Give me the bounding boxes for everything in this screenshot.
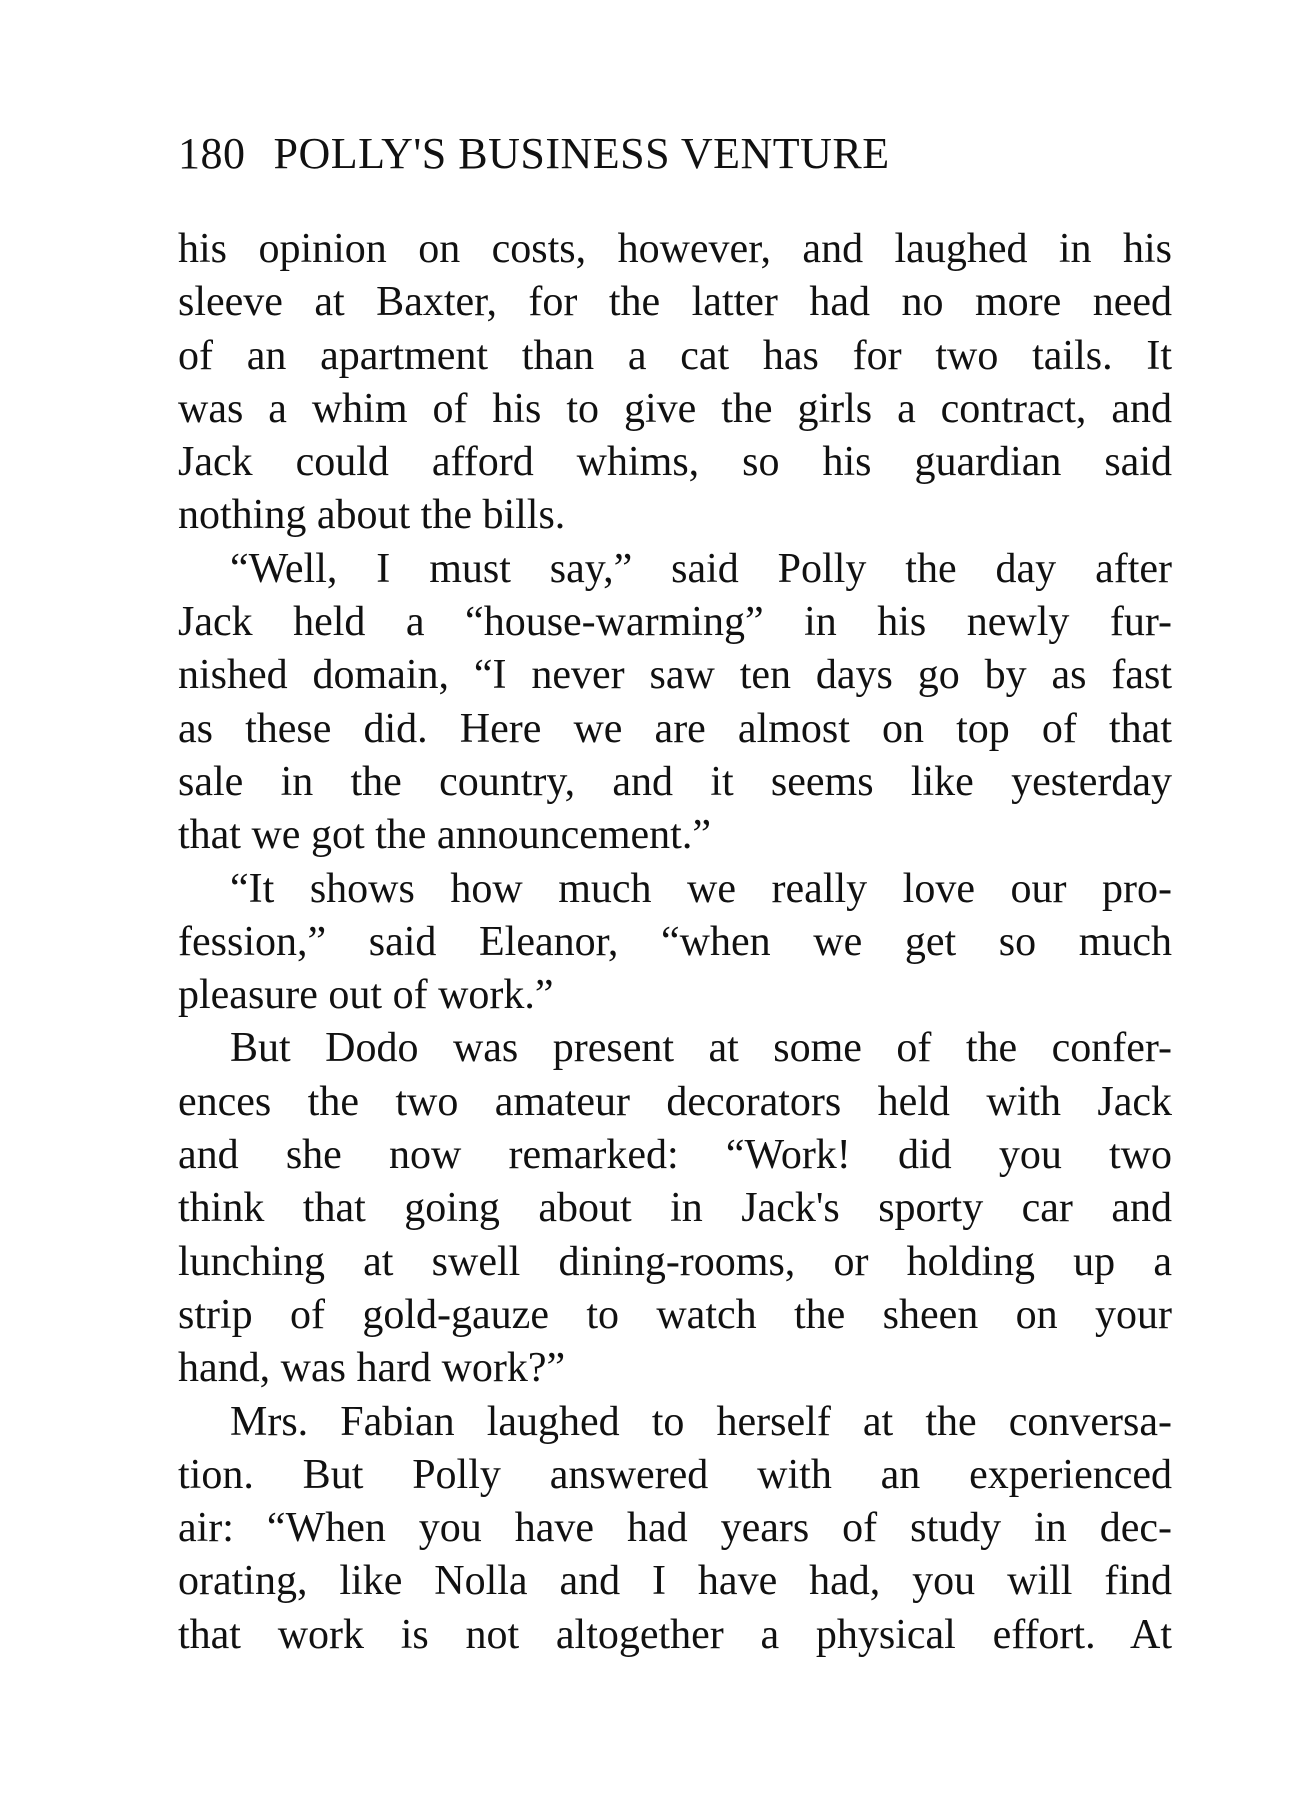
running-title: POLLY'S BUSINESS VENTURE [273,129,890,178]
text-line: of an apartment than a cat has for two tails. It [178,332,1172,379]
text-line: air: “When you have had years of study in dec- [178,1505,1172,1552]
text-line: Mrs. Fabian laughed to herself at the conversa- [230,1398,1172,1445]
text-line: But Dodo was present at some of the confer- [230,1025,1172,1072]
text-line: as these did. Here we are almost on top of that [178,705,1172,752]
text-line: fession,” said Eleanor, “when we get so much [178,918,1172,965]
text-line: pleasure out of work.” [178,972,554,1019]
text-line: lunching at swell dining-rooms, or holding up a [178,1238,1172,1285]
text-line: strip of gold-gauze to watch the sheen on your [178,1291,1172,1338]
text-line: Jack held a “house-warming” in his newly fur- [178,599,1172,646]
running-head [178,124,1178,184]
text-line: that work is not altogether a physical effort. At [178,1611,1172,1658]
text-line: “Well, I must say,” said Polly the day after [230,545,1172,592]
text-line: think that going about in Jack's sporty car and [178,1185,1172,1232]
text-line: nished domain, “I never saw ten days go by as fast [178,652,1172,699]
text-line: tion. But Polly answered with an experienced [178,1451,1172,1498]
text-line: Jack could afford whims, so his guardian said [178,439,1172,486]
text-line: ences the two amateur decorators held with Jack [178,1078,1172,1125]
body-text [178,223,1172,1662]
text-line: and she now remarked: “Work! did you two [178,1132,1172,1179]
text-line: was a whim of his to give the girls a contract, and [178,385,1172,432]
text-line: hand, was hard work?” [178,1345,566,1392]
page-number: 180 [178,129,246,178]
text-line: orating, like Nolla and I have had, you will find [178,1558,1172,1605]
text-line: nothing about the bills. [178,492,566,539]
text-line: sale in the country, and it seems like yesterday [178,758,1172,805]
text-line: his opinion on costs, however, and laughed in his [178,226,1172,272]
text-line: that we got the announcement.” [178,812,711,859]
text-line: sleeve at Baxter, for the latter had no more need [178,279,1172,326]
text-line: “It shows how much we really love our pro- [230,865,1172,912]
